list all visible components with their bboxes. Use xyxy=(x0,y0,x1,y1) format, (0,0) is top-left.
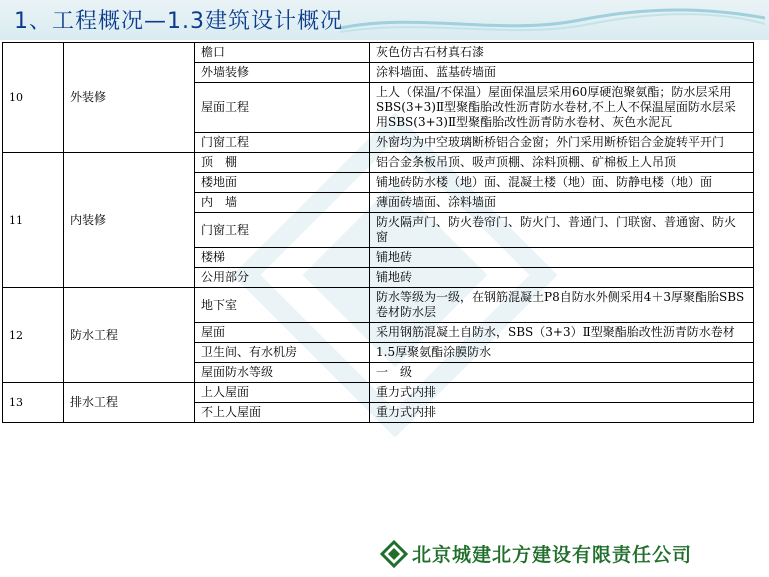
wave-decoration-icon xyxy=(340,6,765,36)
item-name: 外墙装修 xyxy=(195,63,370,83)
item-name: 门窗工程 xyxy=(195,213,370,248)
category-cell: 外装修 xyxy=(64,43,195,153)
item-value: 铺地砖 xyxy=(370,268,754,288)
item-name: 内 墙 xyxy=(195,193,370,213)
item-name: 上人屋面 xyxy=(195,383,370,403)
row-number: 10 xyxy=(3,43,64,153)
table-row xyxy=(3,43,754,63)
item-value: 重力式内排 xyxy=(370,383,754,403)
item-name: 不上人屋面 xyxy=(195,403,370,423)
item-value: 铺地砖防水楼（地）面、混凝土楼（地）面、防静电楼（地）面 xyxy=(370,173,754,193)
item-value: 涂料墙面、蓝基砖墙面 xyxy=(370,63,754,83)
item-value: 上人（保温/不保温）屋面保温层采用60厚硬泡聚氨酯；防水层采用SBS(3+3)Ⅱ型聚酯胎改性沥青防水卷材,不上人不保温屋面防水层采用SBS(3+3)Ⅱ型聚酯胎改性沥青防水卷材、灰色水泥瓦 xyxy=(370,83,754,133)
company-logo-icon xyxy=(380,540,408,568)
item-name: 屋面防水等级 xyxy=(195,363,370,383)
item-name: 楼梯 xyxy=(195,248,370,268)
item-name: 卫生间、有水机房 xyxy=(195,343,370,363)
row-number: 13 xyxy=(3,383,64,423)
category-cell: 排水工程 xyxy=(64,383,195,423)
item-value: 铺地砖 xyxy=(370,248,754,268)
item-name: 顶 棚 xyxy=(195,153,370,173)
item-value: 薄面砖墙面、涂料墙面 xyxy=(370,193,754,213)
table-row xyxy=(3,153,754,173)
item-name: 门窗工程 xyxy=(195,133,370,153)
item-value: 重力式内排 xyxy=(370,403,754,423)
row-number: 12 xyxy=(3,288,64,383)
item-value: 灰色仿古石材真石漆 xyxy=(370,43,754,63)
item-name: 屋面 xyxy=(195,323,370,343)
category-cell: 防水工程 xyxy=(64,288,195,383)
item-name: 楼地面 xyxy=(195,173,370,193)
item-value: 1.5厚聚氨酯涂膜防水 xyxy=(370,343,754,363)
title-bar xyxy=(0,0,769,40)
item-name: 地下室 xyxy=(195,288,370,323)
item-value: 铝合金条板吊顶、吸声顶棚、涂料顶棚、矿棉板上人吊顶 xyxy=(370,153,754,173)
item-value: 一 级 xyxy=(370,363,754,383)
company-name: 北京城建北方建设有限责任公司 xyxy=(412,544,693,566)
table-row xyxy=(3,383,754,403)
item-name: 公用部分 xyxy=(195,268,370,288)
table-row xyxy=(3,288,754,323)
category-cell: 内装修 xyxy=(64,153,195,288)
spec-table xyxy=(2,42,754,423)
item-value: 防火隔声门、防火卷帘门、防火门、普通门、门联窗、普通窗、防火窗 xyxy=(370,213,754,248)
item-value: 采用钢筋混凝土自防水，SBS（3+3）Ⅱ型聚酯胎改性沥青防水卷材 xyxy=(370,323,754,343)
item-value: 外窗均为中空玻璃断桥铝合金窗；外门采用断桥铝合金旋转平开门 xyxy=(370,133,754,153)
page-title: 1、工程概况—1.3建筑设计概况 xyxy=(14,9,343,34)
item-name: 屋面工程 xyxy=(195,83,370,133)
item-value: 防水等级为一级，在钢筋混凝土P8自防水外侧采用4＋3厚聚酯胎SBS卷材防水层 xyxy=(370,288,754,323)
row-number: 11 xyxy=(3,153,64,288)
item-name: 檐口 xyxy=(195,43,370,63)
